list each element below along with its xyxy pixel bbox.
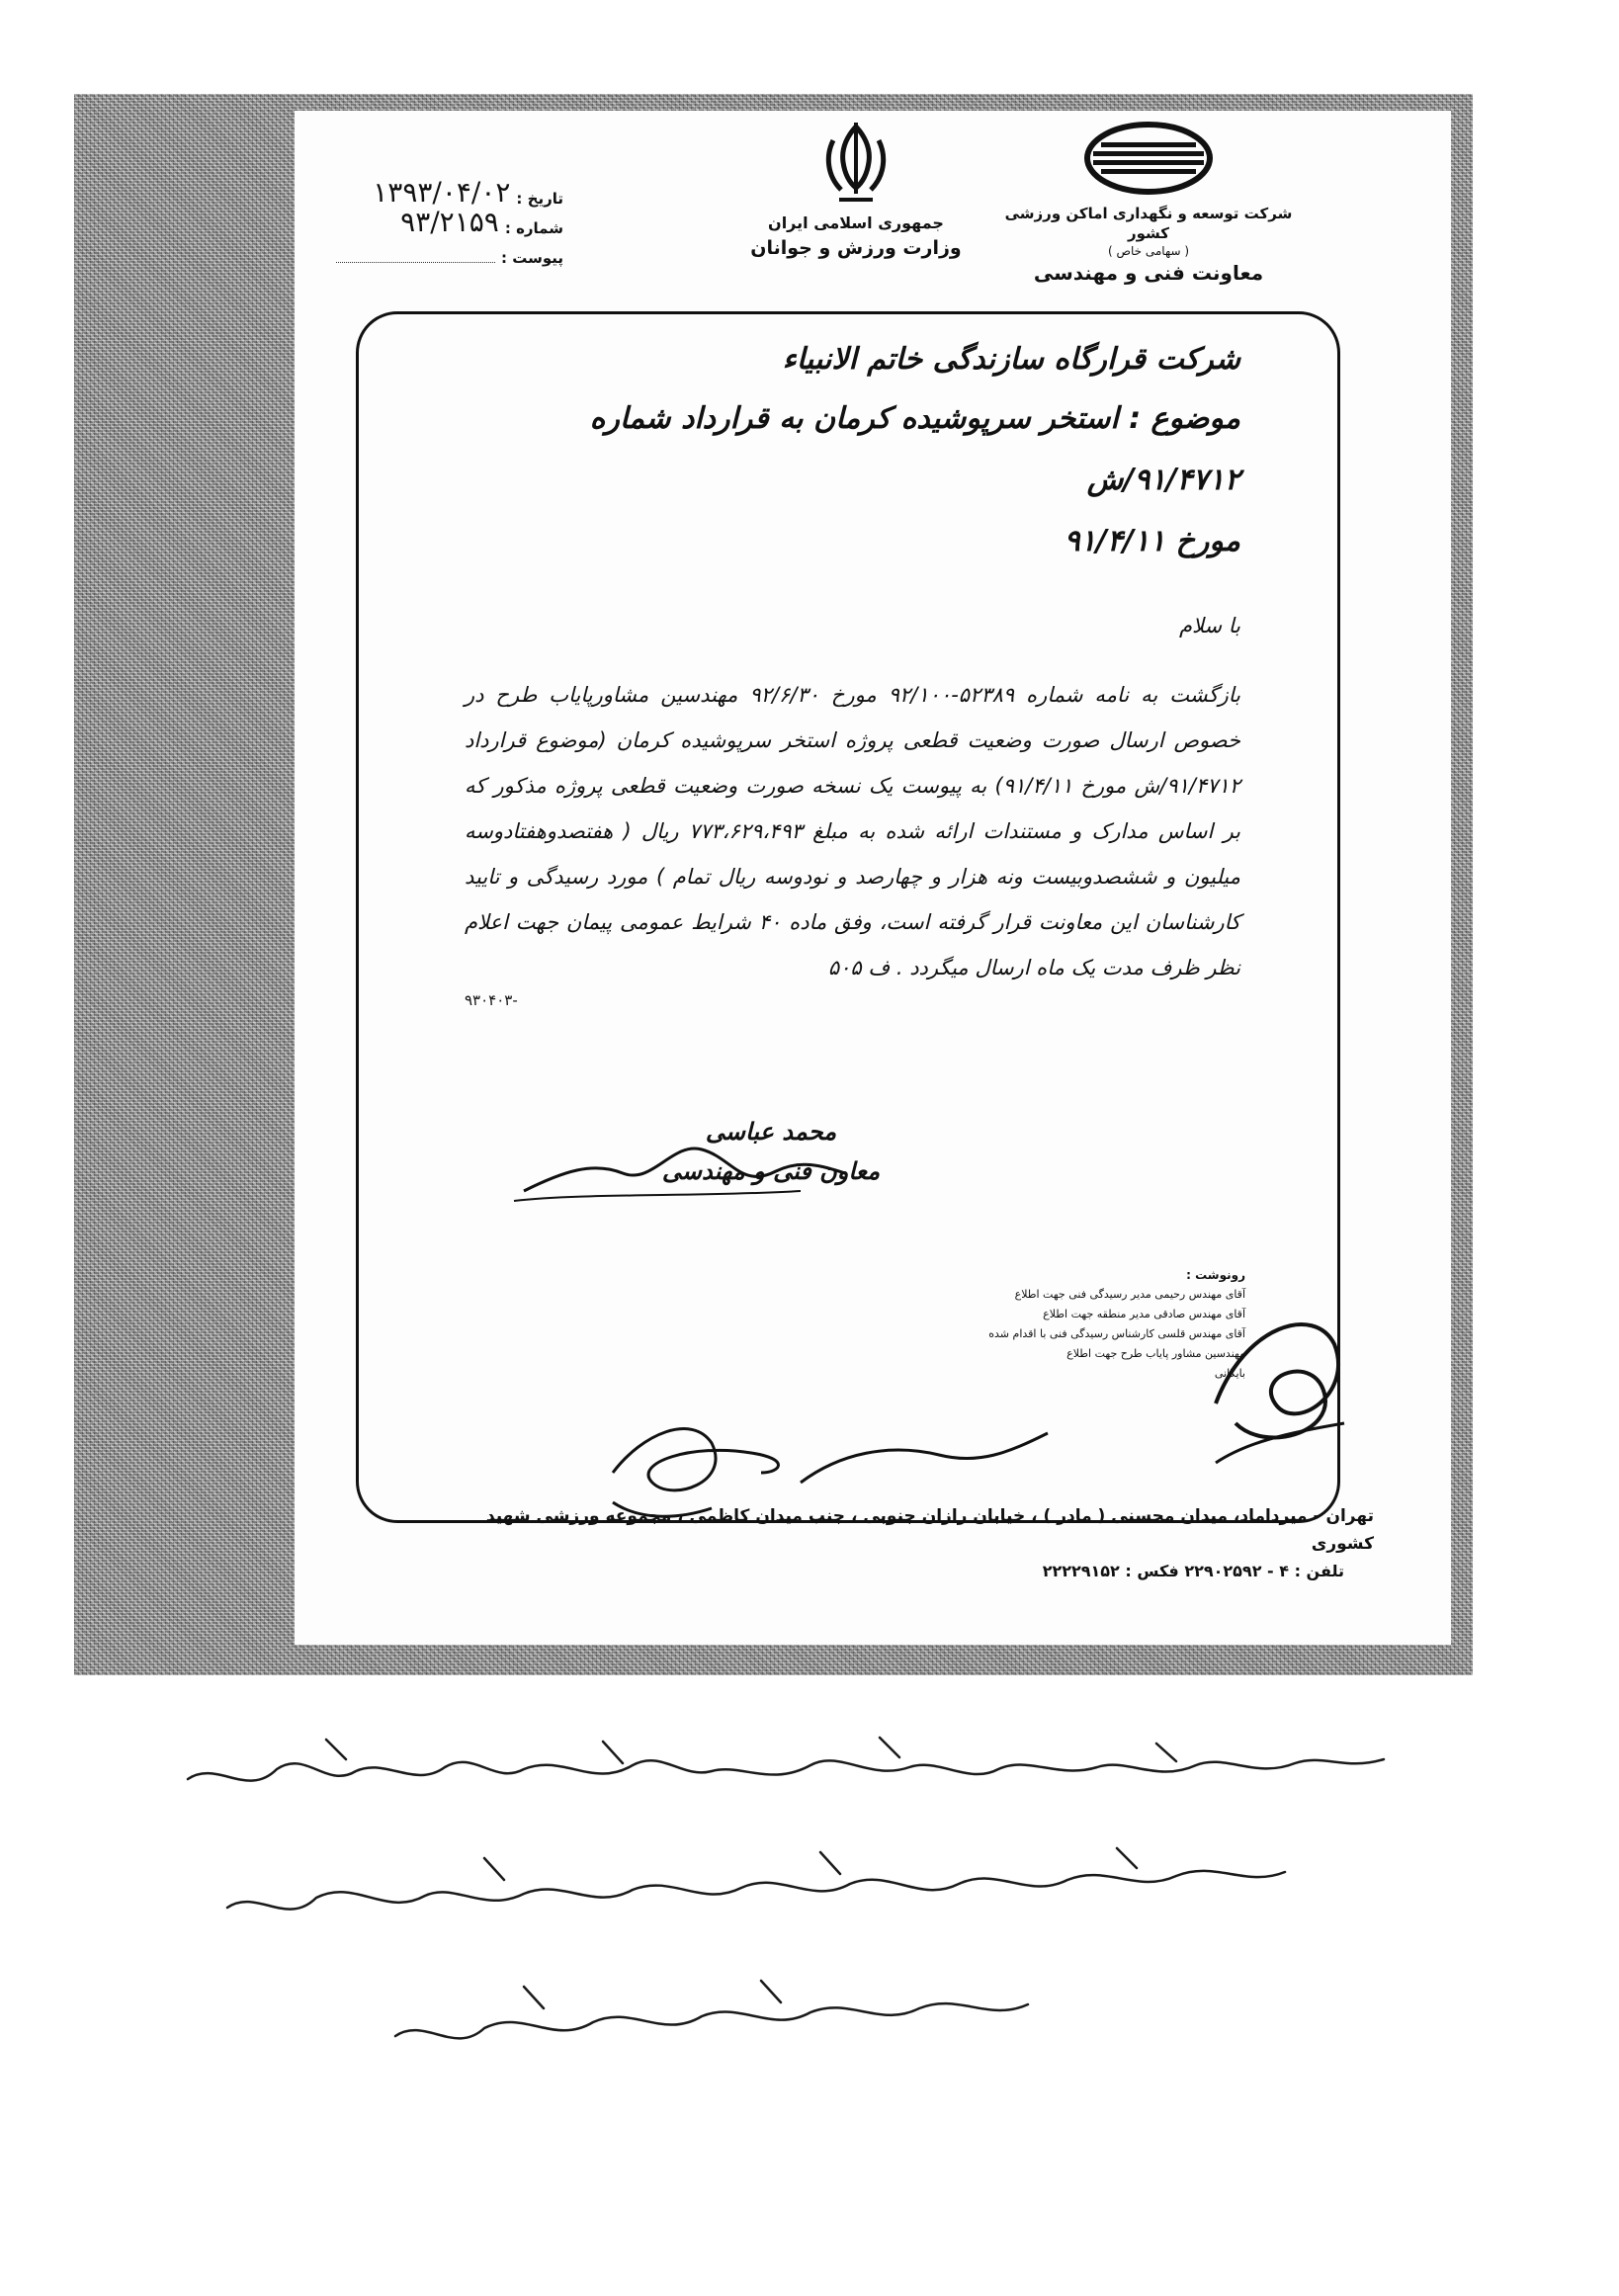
number-label: شماره :: [504, 219, 563, 237]
footer-address: تهران - میرداماد، میدان محسنی ( مادر ) ، خیابان رازان جنوبی ، جنب میدان کاظمی ، مجموعه ورزشی شهید کشوری: [485, 1506, 1374, 1554]
letter-meta: [336, 178, 563, 267]
number-row: [336, 208, 563, 237]
signature-block: [573, 1112, 969, 1191]
footer-phones: تلفن : ۴ - ۲۲۹۰۲۵۹۲ فکس : ۲۲۲۲۹۱۵۲: [1042, 1562, 1344, 1580]
date-row: [336, 178, 563, 208]
date-label: تاریخ :: [516, 190, 563, 208]
letter-heading: [465, 331, 1240, 572]
subject: موضوع : استخر سرپوشیده کرمان به قرارداد شماره ۹۱/۴۷۱۲/ش: [589, 401, 1240, 497]
subject-date: مورخ ۹۱/۴/۱۱: [1064, 524, 1240, 558]
recipient: شرکت قرارگاه سازندگی خاتم الانبیاء: [782, 342, 1240, 377]
signer-name: محمد عباسی: [705, 1118, 837, 1146]
department-name: معاونت فنی و مهندسی: [1033, 261, 1264, 285]
letter-footer: [455, 1502, 1374, 1585]
date-value: ۱۳۹۳/۰۴/۰۲: [373, 176, 511, 209]
org-name: شرکت توسعه و نگهداری اماکن ورزشی کشور: [1004, 205, 1293, 242]
republic-name: جمهوری اسلامی ایران: [768, 213, 944, 232]
attachment-line: [336, 261, 495, 263]
cc-item: بایگانی: [1214, 1367, 1245, 1380]
cc-heading: رونوشت :: [1186, 1268, 1245, 1282]
cc-item: آقای مهندس رحیمی مدیر رسیدگی فنی جهت اطلاع: [1014, 1288, 1245, 1301]
iran-emblem-icon: [821, 119, 891, 213]
ministry-header: [747, 119, 965, 262]
greeting: با سلام: [1178, 614, 1240, 638]
cc-item: مهندسین مشاور پایاب طرح جهت اطلاع: [1066, 1347, 1245, 1360]
letter-body: [465, 603, 1240, 1010]
signer-title: معاون فنی و مهندسی: [661, 1157, 881, 1185]
ministry-name: وزارت ورزش و جوانان: [750, 237, 962, 259]
reference-code: ۹۳۰۴۰۳-: [465, 991, 518, 1009]
org-header: [1000, 119, 1297, 287]
cc-item: آقای مهندس صادقی مدیر منطقه جهت اطلاع: [1043, 1308, 1245, 1320]
number-value: ۹۳/۲۱۵۹: [400, 206, 499, 238]
cc-item: آقای مهندس قلسی کارشناس رسیدگی فنی با اقدام شده: [988, 1327, 1245, 1340]
signature-mark: [504, 1102, 899, 1211]
body-paragraph: بازگشت به نامه شماره ۵۲۳۸۹-۹۲/۱۰۰ مورخ ۹۲/۶/۳۰ مهندسین مشاورپایاب طرح در خصوص ارسال صورت وضعیت قطعی پروژه استخر سرپوشیده کرمان (موضوع قرارداد ۹۱/۴۷۱۲/ش مورخ ۹۱/۴/۱۱) به پیوست یک نسخه صورت وضعیت قطعی پروژه مذکور که بر اساس مدارک و مستندات ارائه شده به مبلغ ۷۷۳،۶۲۹،۴۹۳ ریال ( هفتصدوهفتادوسه میلیون و ششصدوبیست ونه هزار و چهارصد و نودوسه ریال تمام ) مورد رسیدگی و تایید کارشناسان این معاونت قرار گرفته است، وفق ماده ۴۰ شرایط عمومی پیمان جهت اعلام نظر ظرف مدت یک ماه ارسال میگردد . ف ۵۰۵: [465, 683, 1240, 979]
org-logo-icon: [1079, 119, 1218, 198]
handwritten-note: [128, 1720, 1492, 2135]
attachment-label: پیوست :: [500, 249, 563, 267]
attachment-row: [336, 237, 563, 267]
org-type: ( سهامی خاص ): [1107, 244, 1190, 258]
